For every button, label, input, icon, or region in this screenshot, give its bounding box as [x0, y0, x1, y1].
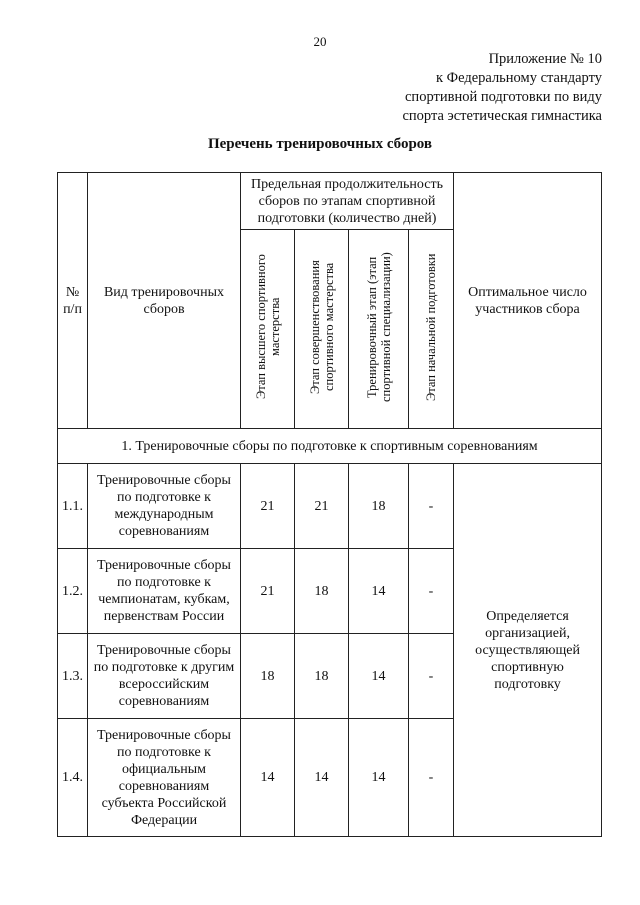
row-name: Тренировочные сборы по подготовке к официальным соревнованиям субъекта Российской Федерации: [88, 719, 241, 837]
training-camps-table: [57, 172, 602, 837]
header-stage-2-cell: [295, 230, 349, 429]
row-number: 1.4.: [58, 719, 88, 837]
row-value-stage-3: 14: [349, 549, 409, 634]
row-value-stage-3: 14: [349, 634, 409, 719]
row-value-stage-2: 18: [295, 634, 349, 719]
appendix-line-2: к Федеральному стандарту: [435, 70, 602, 86]
row-value-stage-1: 14: [241, 719, 295, 837]
row-value-stage-4: -: [409, 634, 454, 719]
appendix-block: [402, 50, 602, 126]
row-value-stage-1: 21: [241, 549, 295, 634]
table-row: [58, 464, 602, 549]
row-value-stage-2: 21: [295, 464, 349, 549]
header-stage-4: Этап начальной подготовки: [424, 252, 439, 401]
row-value-stage-3: 14: [349, 719, 409, 837]
header-stage-1-cell: [241, 230, 295, 429]
document-title: Перечень тренировочных сборов: [207, 136, 433, 152]
appendix-line-3: спортивной подготовки по виду: [405, 89, 602, 105]
row-value-stage-3: 18: [349, 464, 409, 549]
header-row-1: [58, 173, 602, 230]
row-value-stage-2: 18: [295, 549, 349, 634]
row-value-stage-4: -: [409, 464, 454, 549]
row-value-stage-4: -: [409, 549, 454, 634]
row-value-stage-1: 18: [241, 634, 295, 719]
row-number: 1.2.: [58, 549, 88, 634]
header-optimal: Оптимальное число участников сбора: [454, 173, 602, 429]
header-num: № п/п: [58, 173, 88, 429]
row-value-stage-1: 21: [241, 464, 295, 549]
header-duration: Предельная продолжительность сборов по этапам спортивной подготовки (количество дней): [241, 173, 454, 230]
row-number: 1.1.: [58, 464, 88, 549]
header-stage-1: Этап высшего спортивного мастерства: [253, 254, 282, 399]
row-value-stage-4: -: [409, 719, 454, 837]
appendix-line-1: Приложение № 10: [488, 51, 602, 67]
section-heading: 1. Тренировочные сборы по подготовке к спортивным соревнованиям: [58, 429, 602, 464]
section-row: [58, 429, 602, 464]
row-name: Тренировочные сборы по подготовке к другим всероссийским соревнованиям: [88, 634, 241, 719]
header-stage-3-cell: [349, 230, 409, 429]
row-value-stage-2: 14: [295, 719, 349, 837]
header-stage-2: Этап совершенствования спортивного мастерства: [307, 259, 336, 394]
header-stage-4-cell: [409, 230, 454, 429]
row-name: Тренировочные сборы по подготовке к чемпионатам, кубкам, первенствам России: [88, 549, 241, 634]
page-number: 20: [313, 34, 327, 49]
header-stage-3: Тренировочный этап (этап спортивной специализации): [364, 251, 393, 402]
row-number: 1.3.: [58, 634, 88, 719]
row-name: Тренировочные сборы по подготовке к международным соревнованиям: [88, 464, 241, 549]
header-kind: Вид тренировочных сборов: [88, 173, 241, 429]
appendix-line-4: спорта эстетическая гимнастика: [402, 108, 602, 124]
optimal-value: Определяется организацией, осуществляющей спортивную подготовку: [454, 464, 602, 837]
